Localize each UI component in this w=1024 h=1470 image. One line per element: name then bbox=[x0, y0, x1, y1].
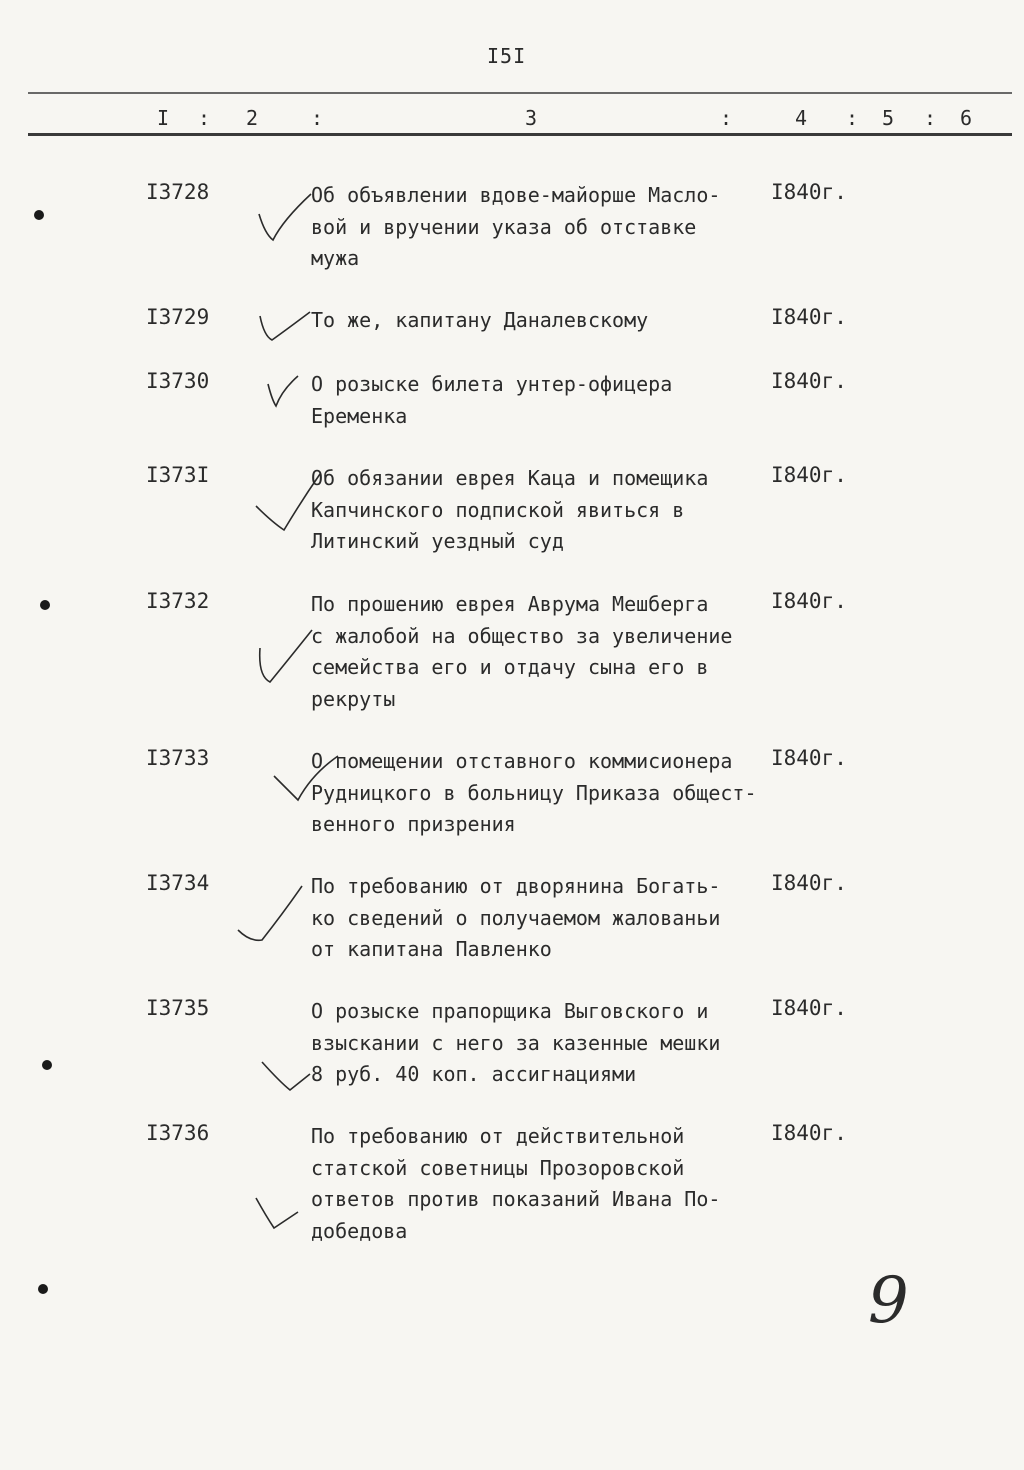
page-number: I5I bbox=[487, 44, 527, 68]
entry-description: Об обязании еврея Каца и помещика Капчинского подпиской явиться в Литинский уездный суд bbox=[311, 466, 709, 553]
column-header-3: 3 bbox=[525, 106, 538, 130]
column-header-1: I bbox=[157, 106, 170, 130]
entry-description: По прошению еврея Аврума Мешберга с жалобой на общество за увеличение семейства его и отдачу сына его в рекруты bbox=[311, 592, 733, 711]
handwritten-sheet-number bbox=[860, 1262, 930, 1342]
entry-year: I840г. bbox=[771, 746, 847, 770]
entry-number: I3730 bbox=[146, 369, 210, 393]
entry-number: I3732 bbox=[146, 589, 210, 613]
entry-number: I3728 bbox=[146, 180, 210, 204]
entry-number: I3735 bbox=[146, 996, 210, 1020]
entry-year: I840г. bbox=[771, 589, 847, 613]
column-header-2: 2 bbox=[246, 106, 259, 130]
checkmark-icon bbox=[256, 306, 314, 346]
checkmark-icon bbox=[250, 470, 326, 536]
checkmark-icon bbox=[268, 752, 348, 808]
entry-year: I840г. bbox=[771, 180, 847, 204]
column-separator: : bbox=[846, 106, 859, 130]
punch-hole-dot bbox=[34, 210, 44, 220]
entry-description: О розыске билета унтер-офицера Еременка bbox=[311, 372, 673, 428]
entry-description: О розыске прапорщика Выговского и взыскании с него за казенные мешки 8 руб. 40 коп. ассигнациями bbox=[311, 999, 721, 1086]
entry-number: I373I bbox=[146, 463, 210, 487]
column-header-6: 6 bbox=[960, 106, 973, 130]
column-header-4: 4 bbox=[795, 106, 808, 130]
entry-year: I840г. bbox=[771, 463, 847, 487]
entry-description: О помещении отставного коммисионера Рудницкого в больницу Приказа общест- венного призрения bbox=[311, 749, 757, 836]
checkmark-icon bbox=[262, 372, 306, 412]
entry-year: I840г. bbox=[771, 369, 847, 393]
entry-year: I840г. bbox=[771, 305, 847, 329]
entry-number: I3736 bbox=[146, 1121, 210, 1145]
entry-number: I3733 bbox=[146, 746, 210, 770]
entry-description: По требованию от действительной статской советницы Прозоровской ответов против показаний Ивана По- добедова bbox=[311, 1124, 721, 1243]
entry-year: I840г. bbox=[771, 996, 847, 1020]
entry-description: То же, капитану Даналевскому bbox=[311, 308, 649, 332]
header-rule-top bbox=[28, 92, 1012, 94]
handwritten-mark-text: 9 bbox=[868, 1264, 909, 1338]
punch-hole-dot bbox=[42, 1060, 52, 1070]
entry-number: I3729 bbox=[146, 305, 210, 329]
checkmark-icon bbox=[250, 1192, 304, 1236]
checkmark-icon bbox=[258, 1054, 314, 1096]
column-separator: : bbox=[198, 106, 211, 130]
header-rule-bottom bbox=[28, 133, 1012, 136]
entry-year: I840г. bbox=[771, 1121, 847, 1145]
column-header-5: 5 bbox=[882, 106, 895, 130]
checkmark-icon bbox=[252, 624, 318, 688]
entry-description: Об объявлении вдове-майорше Масло- вой и вручении указа об отставке мужа bbox=[311, 183, 721, 270]
entry-description: По требованию от дворянина Богать- ко сведений о получаемом жалованьи от капитана Павленко bbox=[311, 874, 721, 961]
entry-year: I840г. bbox=[771, 871, 847, 895]
punch-hole-dot bbox=[40, 600, 50, 610]
column-separator: : bbox=[311, 106, 324, 130]
checkmark-icon bbox=[255, 190, 315, 246]
punch-hole-dot bbox=[38, 1284, 48, 1294]
entry-number: I3734 bbox=[146, 871, 210, 895]
column-separator: : bbox=[924, 106, 937, 130]
checkmark-icon bbox=[232, 880, 308, 946]
column-separator: : bbox=[720, 106, 733, 130]
